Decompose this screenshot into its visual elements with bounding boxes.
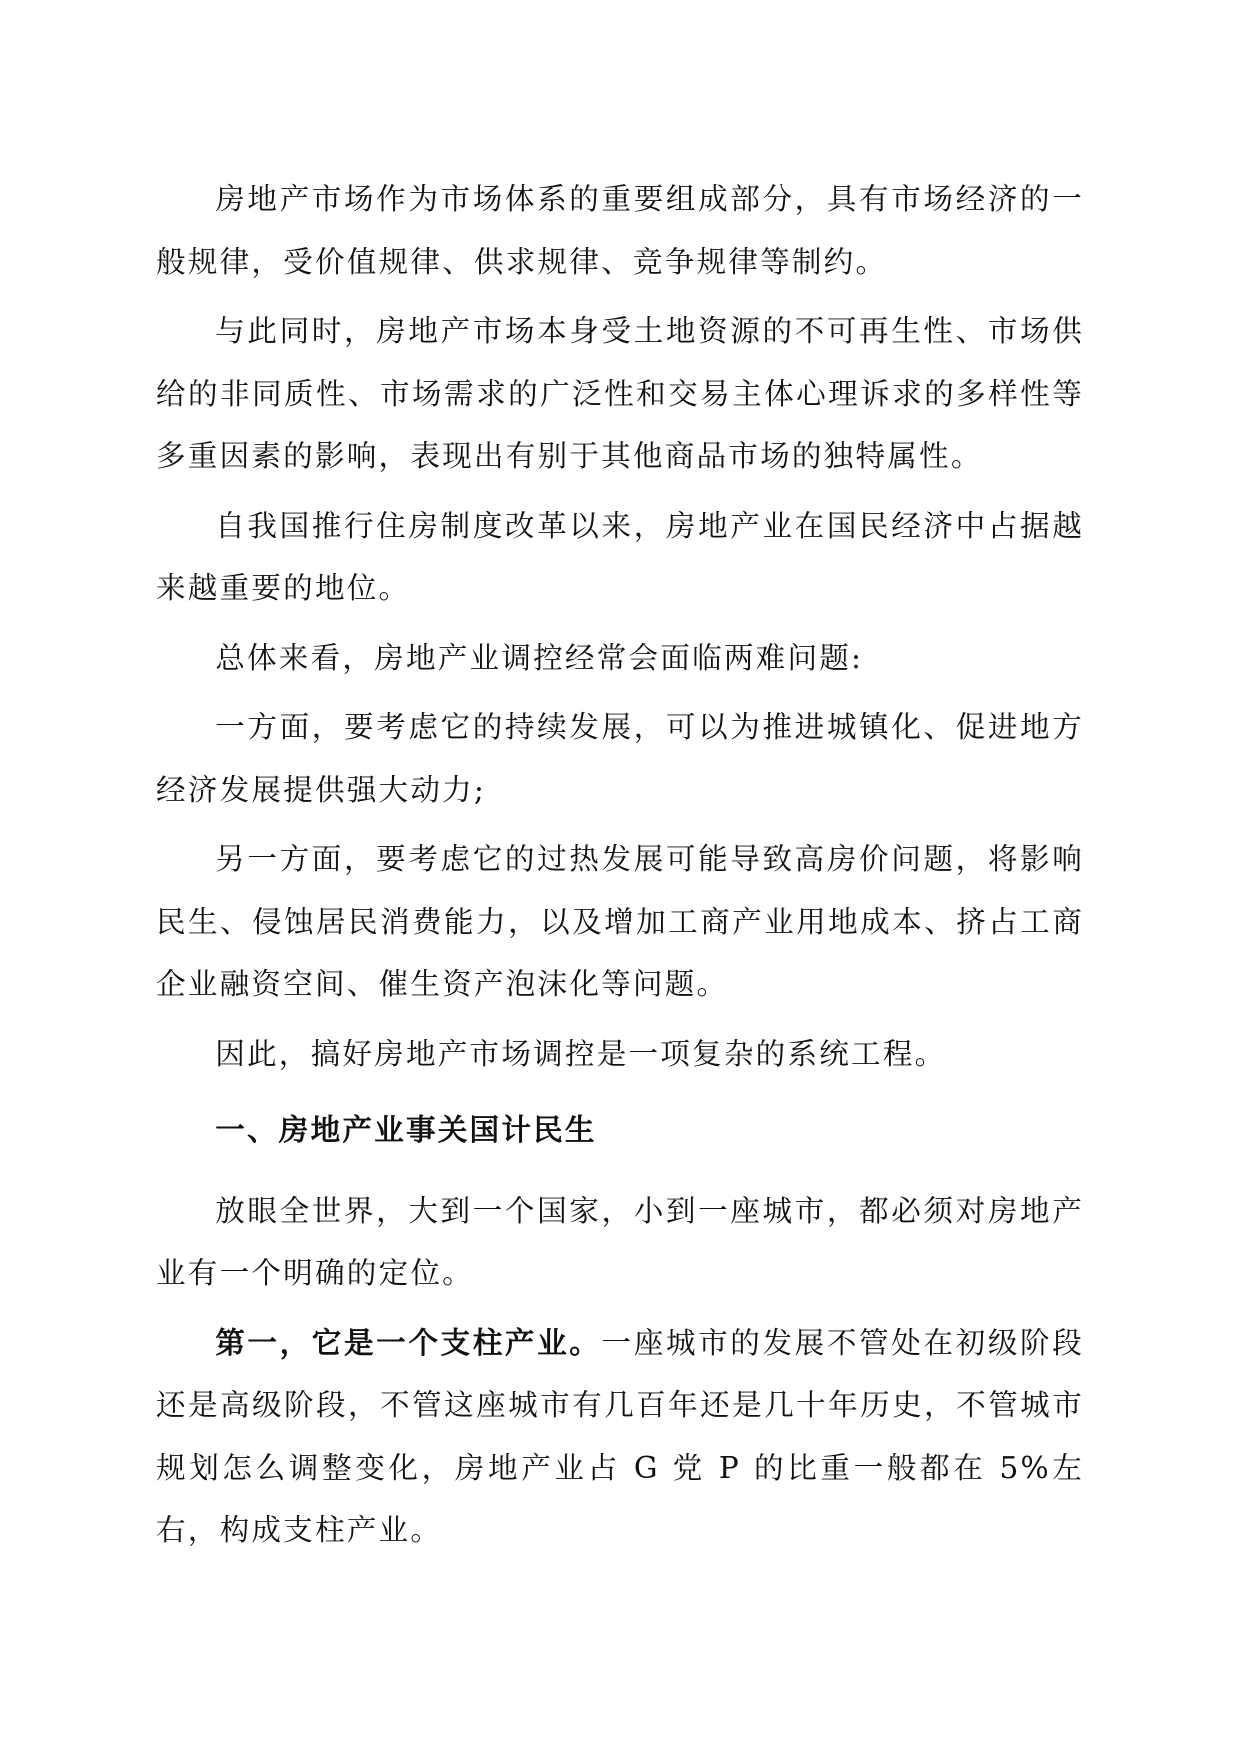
paragraph-4: 总体来看，房地产业调控经常会面临两难问题: <box>215 640 864 675</box>
point-1-paragraph <box>156 1312 1084 1562</box>
document-body <box>156 168 1084 1569</box>
paragraph-5: 一方面，要考虑它的持续发展，可以为推进城镇化、促进地方经济发展提供强大动力; <box>156 710 1084 807</box>
paragraph-3: 自我国推行住房制度改革以来，房地产业在国民经济中占据越来越重要的地位。 <box>156 508 1084 605</box>
point-1-text: 一座城市的发展不管处在初级阶段还是高级阶段，不管这座城市有几百年还是几十年历史，不管城市规划怎么调整变化，房地产业占 G 党 P 的比重一般都在 5%左右，构成支柱产业。 <box>156 1325 1085 1547</box>
paragraph-7: 因此，搞好房地产市场调控是一项复杂的系统工程。 <box>215 1036 947 1071</box>
section-heading: 一、房地产业事关国计民生 <box>215 1113 597 1147</box>
paragraph-6: 另一方面，要考虑它的过热发展可能导致高房价问题，将影响民生、侵蚀居民消费能力，以及增加工商产业用地成本、挤占工商企业融资空间、催生资产泡沫化等问题。 <box>156 842 1084 1001</box>
section-intro: 放眼全世界，大到一个国家，小到一座城市，都必须对房地产业有一个明确的定位。 <box>156 1193 1084 1290</box>
paragraph-2: 与此同时，房地产市场本身受土地资源的不可再生性、市场供给的非同质性、市场需求的广泛性和交易主体心理诉求的多样性等多重因素的影响，表现出有别于其他商品市场的独特属性。 <box>156 314 1084 473</box>
paragraph-1: 房地产市场作为市场体系的重要组成部分，具有市场经济的一般规律，受价值规律、供求规律、竞争规律等制约。 <box>156 182 1084 279</box>
point-1-lead: 第一，它是一个支柱产业。 <box>215 1325 602 1360</box>
